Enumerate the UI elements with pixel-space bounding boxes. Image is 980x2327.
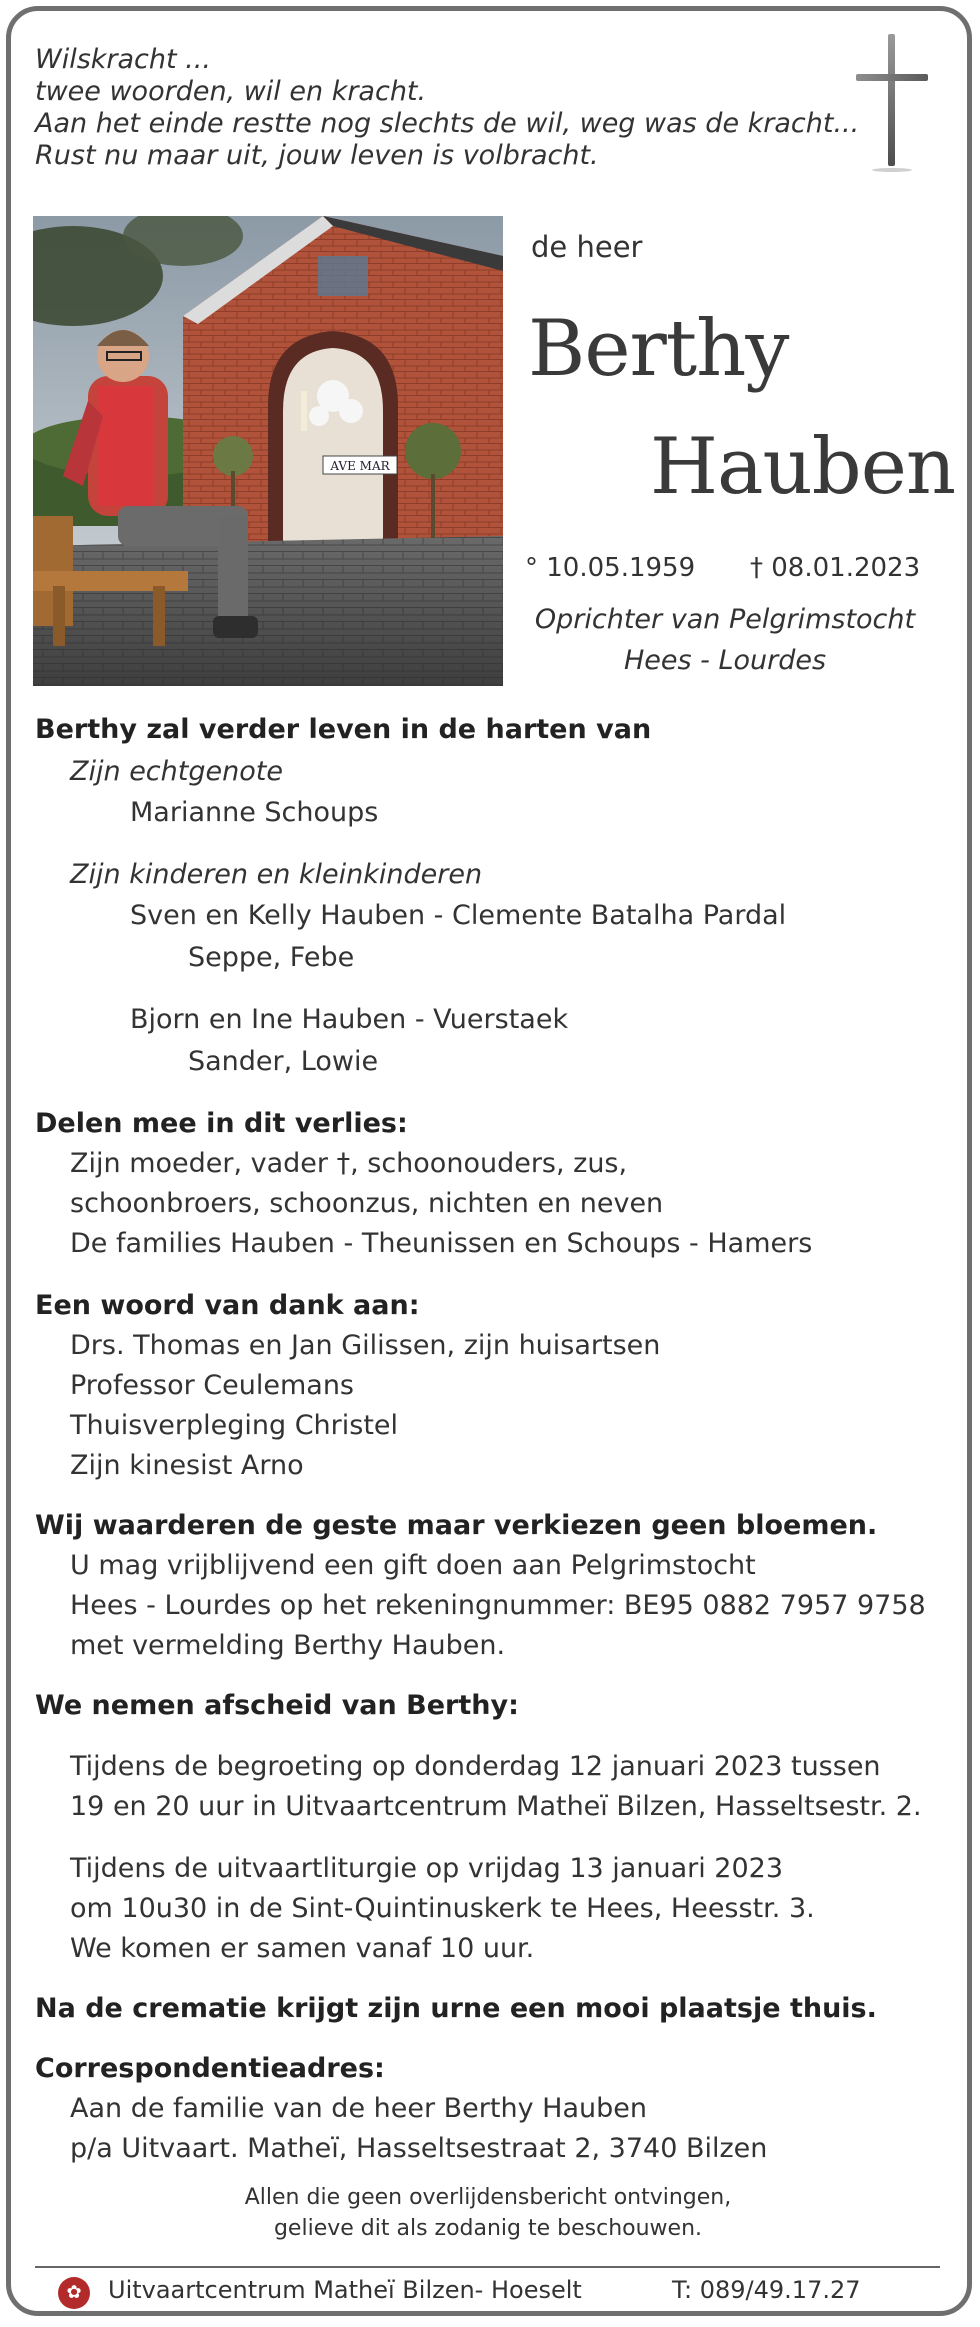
thanks-heading: Een woord van dank aan:: [35, 1290, 420, 1321]
flowers-heading: Wij waarderen de geste maar verkiezen geen bloemen.: [35, 1510, 878, 1541]
urn-heading: Na de crematie krijgt zijn urne een mooi plaatsje thuis.: [35, 1993, 877, 2024]
role-line: Hees - Lourdes: [623, 645, 827, 676]
funeral-line: We komen er samen vanaf 10 uur.: [70, 1933, 535, 1964]
funeral-line: om 10u30 in de Sint-Quintinuskerk te Hees, Heesstr. 3.: [70, 1893, 815, 1924]
children-label: Zijn kinderen en kleinkinderen: [70, 859, 483, 890]
poem-line: Rust nu maar uit, jouw leven is volbracht.: [35, 140, 599, 171]
thanks-line: Thuisverpleging Christel: [70, 1410, 399, 1441]
correspondence-line: p/a Uitvaart. Matheï, Hasseltsestraat 2, 3740 Bilzen: [70, 2133, 768, 2164]
funeral-home-phone: T: 089/49.17.27: [672, 2276, 861, 2304]
wake-line: Tijdens de begroeting op donderdag 12 januari 2023 tussen: [70, 1751, 881, 1782]
thanks-line: Zijn kinesist Arno: [70, 1450, 304, 1481]
thanks-line: Drs. Thomas en Jan Gilissen, zijn huisartsen: [70, 1330, 661, 1361]
portrait-photo: [33, 216, 503, 686]
spouse-label: Zijn echtgenote: [70, 756, 283, 787]
title-prefix: de heer: [531, 230, 643, 264]
loss-line: Zijn moeder, vader †, schoonouders, zus,: [70, 1148, 628, 1179]
family-heading: Berthy zal verder leven in de harten van: [35, 714, 652, 745]
thanks-line: Professor Ceulemans: [70, 1370, 355, 1401]
poem-line: Wilskracht ...: [35, 44, 211, 75]
flowers-line: Hees - Lourdes op het rekeningnummer: BE95 0882 7957 9758: [70, 1590, 926, 1621]
notice-line: gelieve dit als zodanig te beschouwen.: [273, 2216, 703, 2241]
flowers-line: met vermelding Berthy Hauben.: [70, 1630, 506, 1661]
funeral-home-name: Uitvaartcentrum Matheï Bilzen- Hoeselt: [108, 2276, 582, 2304]
death-date: † 08.01.2023: [750, 553, 921, 583]
grandchildren: Seppe, Febe: [188, 942, 355, 973]
birth-date: ° 10.05.1959: [525, 553, 696, 583]
correspondence-line: Aan de familie van de heer Berthy Hauben: [70, 2093, 647, 2124]
farewell-heading: We nemen afscheid van Berthy:: [35, 1690, 519, 1721]
wake-line: 19 en 20 uur in Uitvaartcentrum Matheï Bilzen, Hasseltsestr. 2.: [70, 1791, 922, 1822]
poem-line: twee woorden, wil en kracht.: [35, 76, 427, 107]
notice-line: Allen die geen overlijdensbericht ontvingen,: [244, 2185, 732, 2210]
rose-logo-icon: ✿: [58, 2277, 90, 2309]
child-family: Sven en Kelly Hauben - Clemente Batalha Pardal: [130, 900, 787, 931]
grandchildren: Sander, Lowie: [188, 1046, 379, 1077]
loss-line: De families Hauben - Theunissen en Schoups - Hamers: [70, 1228, 813, 1259]
first-name: Berthy: [528, 304, 789, 394]
child-family: Bjorn en Ine Hauben - Vuerstaek: [130, 1004, 569, 1035]
loss-heading: Delen mee in dit verlies:: [35, 1108, 408, 1139]
poem: [35, 44, 859, 172]
correspondence-heading: Correspondentieadres:: [35, 2053, 385, 2084]
loss-line: schoonbroers, schoonzus, nichten en neven: [70, 1188, 664, 1219]
role-line: Oprichter van Pelgrimstocht: [534, 604, 916, 635]
flowers-line: U mag vrijblijvend een gift doen aan Pelgrimstocht: [70, 1550, 756, 1581]
spouse-name: Marianne Schoups: [130, 797, 379, 828]
footer-divider: [35, 2266, 940, 2268]
photo-sign-text: AVE MAR: [330, 459, 390, 473]
funeral-line: Tijdens de uitvaartliturgie op vrijdag 13 januari 2023: [70, 1853, 784, 1884]
last-name: Hauben: [650, 422, 956, 512]
poem-line: Aan het einde restte nog slechts de wil, weg was de kracht...: [35, 108, 860, 139]
life-dates: [525, 553, 925, 583]
